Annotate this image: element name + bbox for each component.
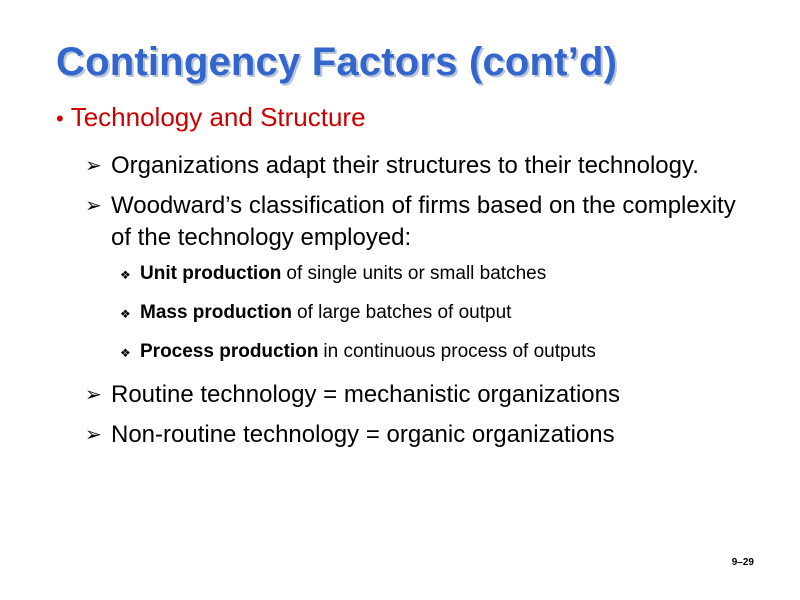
- subpoint-process: [120, 340, 756, 365]
- point-nonroutine: [85, 419, 756, 451]
- point-adapt: [85, 150, 756, 182]
- subpoint-term: Mass production: [140, 302, 293, 323]
- point-routine: [85, 379, 756, 411]
- heading-text: Technology and Structure: [70, 102, 366, 132]
- slide-content: [56, 100, 756, 459]
- subpoint-unit: [120, 262, 756, 287]
- subpoint-rest: in continuous process of outputs: [323, 341, 596, 362]
- arrow-bullet-icon: ➢: [85, 384, 102, 406]
- heading-bullet: [56, 100, 756, 136]
- diamond-bullet-icon: ❖: [120, 307, 131, 321]
- diamond-bullet-icon: ❖: [120, 268, 131, 282]
- arrow-bullet-icon: ➢: [85, 424, 102, 446]
- point-adapt-text: Organizations adapt their structures to their technology.: [111, 152, 699, 179]
- point-routine-text: Routine technology = mechanistic organizations: [111, 381, 620, 408]
- subpoint-term: Process production: [140, 341, 319, 362]
- subpoint-mass: [120, 301, 756, 326]
- slide-title: Contingency Factors (cont’d): [56, 40, 618, 84]
- point-nonroutine-text: Non-routine technology = organic organizations: [111, 421, 615, 448]
- subpoint-rest: of large batches of output: [297, 302, 512, 323]
- point-woodward-text: Woodward’s classification of firms based on the complexity of the technology employed:: [111, 192, 736, 251]
- page-number: 9–29: [731, 557, 754, 568]
- arrow-bullet-icon: ➢: [85, 155, 102, 177]
- bullet-dot-icon: •: [56, 106, 64, 131]
- subpoint-term: Unit production: [140, 263, 282, 284]
- arrow-bullet-icon: ➢: [85, 195, 102, 217]
- subpoint-rest: of single units or small batches: [286, 263, 547, 284]
- diamond-bullet-icon: ❖: [120, 346, 131, 360]
- point-woodward: [85, 190, 756, 254]
